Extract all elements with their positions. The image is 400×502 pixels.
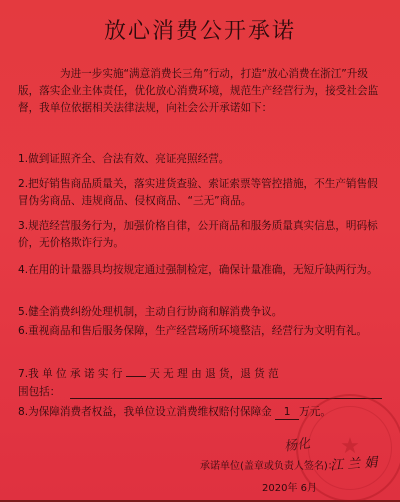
item-8-prefix: 8.为保障消费者权益，我单位设立消费维权赔付保障金 [18, 406, 272, 418]
item-7-days-blank [126, 376, 146, 377]
item-7-prefix: 7.我 单 位 承 诺 实 行 [18, 368, 123, 380]
item-1: 1.做到证照齐全、合法有效、亮证亮照经营。 [18, 153, 230, 165]
item-7-scope-label: 围包括： [18, 386, 61, 398]
item-4: 4.在用的计量器具均按规定通过强制检定，确保计量准确，无短斤缺两行为。 [18, 264, 378, 276]
pledge-date: 2020年 6月 [262, 483, 317, 494]
document-title: 放心消费公开承诺 [103, 19, 296, 44]
item-8-amount: 1 [275, 406, 299, 420]
item-3: 3.规范经营服务行为，加强价格自律，公开商品和服务质量真实信息，明码标价，无价格欺诈行为。 [18, 220, 378, 249]
item-2: 2.把好销售商品质量关，落实进货查验、索证索票等管控措施，不生产销售假冒伪劣商品、违规商品、侵权商品、“三无”商品。 [18, 178, 378, 207]
item-7-suffix: ，退 货 范 [229, 368, 279, 380]
signatory-label: 承诺单位(盖章或负责人签名)： [200, 461, 338, 472]
item-8-suffix: 万元。 [299, 406, 331, 418]
item-5: 5.健全消费纠纷处理机制，主动自行协商和解消费争议。 [18, 306, 283, 318]
intro-paragraph: 为进一步实施“满意消费长三角”行动，打造“放心消费在浙江”升级版，落实企业主体责任，优化放心消费环境，规范生产经营行为，接受社会监督，我单位依据相关法律法规，向社会公开承诺如下： [18, 68, 379, 114]
seal-star-icon: ★ [340, 434, 360, 459]
signatory-signature: 江 兰 娟 [329, 455, 378, 474]
item-6: 6.重视商品和售后服务保障，生产经营场所环境整洁，经营行为文明有礼。 [18, 325, 368, 337]
item-7-blank-text: 天 无 理 由 退 货 [149, 368, 230, 380]
stamp-scrawl: 杨化 [283, 436, 312, 455]
item-7 [18, 366, 386, 383]
